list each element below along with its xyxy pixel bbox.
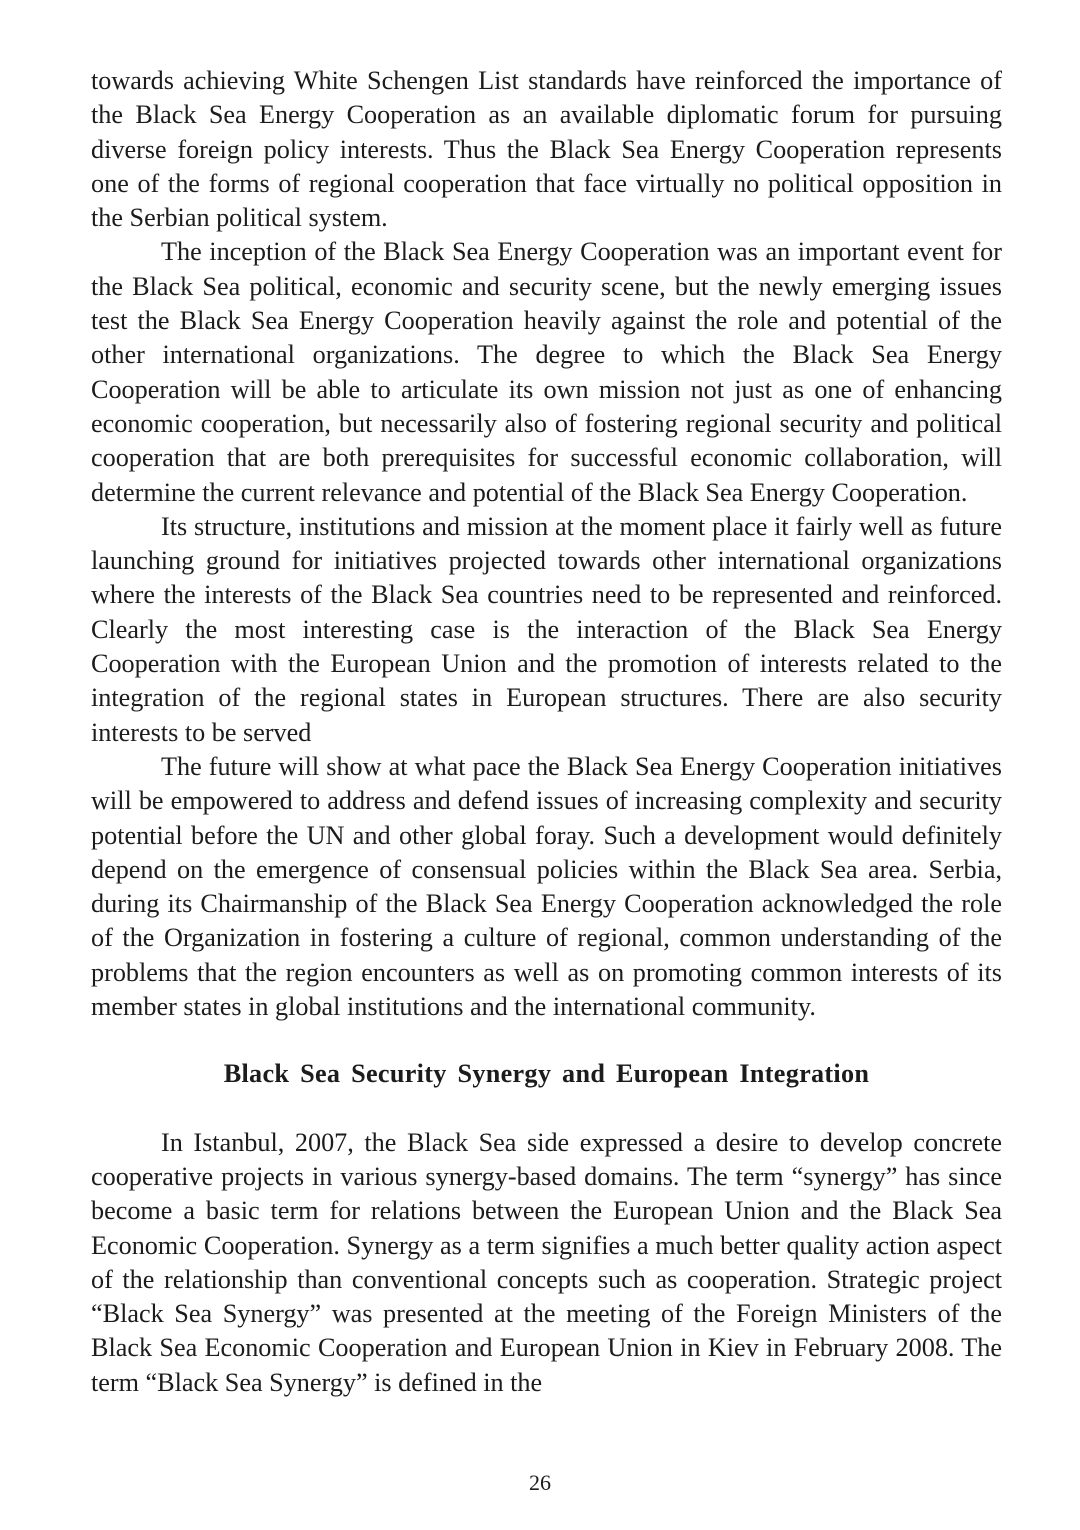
paragraph-continuation: towards achieving White Schengen List standards have reinforced the importance of the Black Sea Energy Cooperation as an available diplomatic forum for pursuing diverse foreign policy interests. Thus the Black Sea Energy Cooperation represents one of the forms of regional cooperation that face virtually no political opposition in the Serbian political system.: [91, 66, 1002, 233]
paragraph-istanbul: In Istanbul, 2007, the Black Sea side expressed a desire to develop concrete cooperative projects in various synergy-based domains. The term “synergy” has since become a basic term for relations between the European Union and the Black Sea Economic Cooperation. Synergy as a term signifies a much better quality action aspect of the relationship than conventional concepts such as cooperation. Strategic project “Black Sea Synergy” was presented at the meeting of the Foreign Ministers of the Black Sea Economic Cooperation and European Union in Kiev in February 2008. The term “Black Sea Synergy” is defined in the: [91, 1127, 1002, 1397]
paragraph-future: The future will show at what pace the Black Sea Energy Cooperation initiatives will be empowered to address and defend issues of increasing complexity and security potential before the UN and other global foray. Such a development would definitely depend on the emergence of consensual policies within the Black Sea area. Serbia, during its Chairmanship of the Black Sea Energy Cooperation acknowledged the role of the Organization in fostering a culture of regional, common understanding of the problems that the region encounters as well as on promoting common interests of its member states in global institutions and the international community.: [91, 751, 1002, 1022]
section-heading: Black Sea Security Synergy and European Integration: [223, 1059, 870, 1089]
paragraph-structure: Its structure, institutions and mission at the moment place it fairly well as future launching ground for initiatives projected towards other international organizations where the interests of the Black Sea countries need to be represented and reinforced. Clearly the most interesting case is the interaction of the Black Sea Energy Cooperation with the European Union and the promotion of interests related to the integration of the regional states in European structures. There are also security interests to be served: [91, 511, 1002, 747]
paragraph-inception: The inception of the Black Sea Energy Cooperation was an important event for the Black Sea political, economic and security scene, but the newly emerging issues test the Black Sea Energy Cooperation heavily against the role and potential of the other international organizations. The degree to which the Black Sea Energy Cooperation will be able to articulate its own mission not just as one of enhancing economic cooperation, but necessarily also of fostering regional security and political cooperation that are both prerequisites for successful economic collaboration, will determine the current relevance and potential of the Black Sea Energy Cooperation.: [91, 237, 1002, 507]
page-number: 26: [529, 1470, 551, 1495]
page-body: [91, 64, 1002, 1400]
